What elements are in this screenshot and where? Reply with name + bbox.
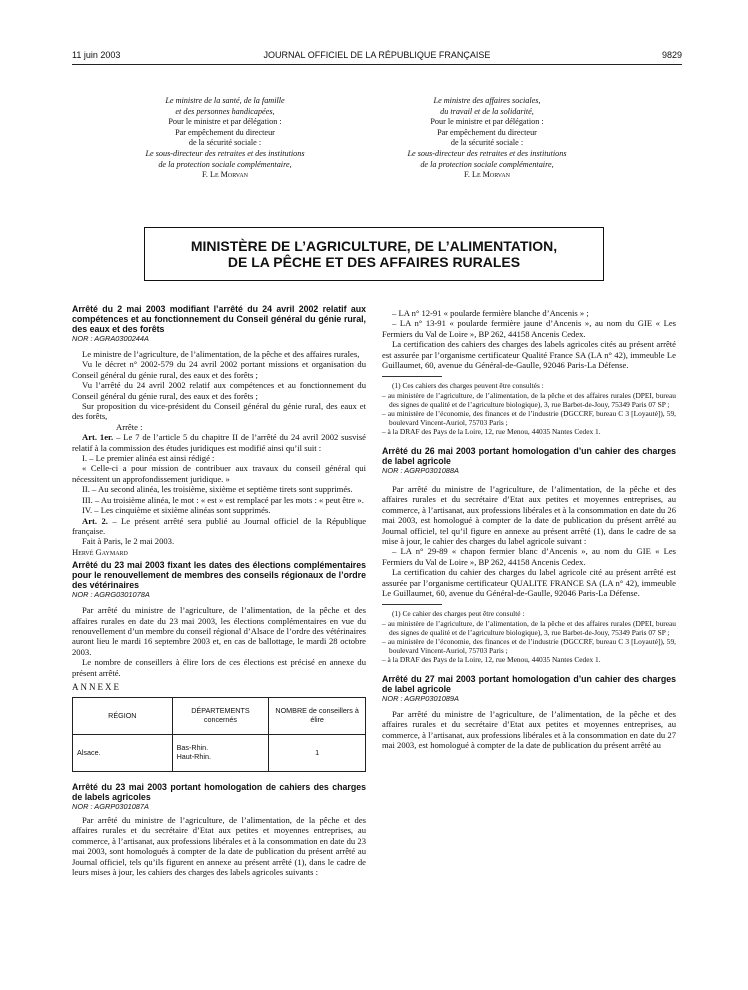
signature-line: Le sous-directeur des retraites et des institutions — [407, 148, 567, 158]
signature-line: Le sous-directeur des retraites et des institutions — [145, 148, 305, 158]
signature-line: du travail et de la solidarité, — [440, 106, 534, 116]
arrete1-para: I. – Le premier alinéa est ainsi rédigé : — [82, 453, 215, 464]
arrete1-fait: Fait à Paris, le 2 mai 2003. — [82, 536, 175, 547]
arrete2-para: Le nombre de conseillers à élire lors de ces élections est précisé en annexe du présent arrêté. — [72, 657, 366, 678]
arrete1-para: Vu l’arrêté du 24 avril 2002 relatif aux compétences et au fonctionnement du Conseil général du génie rural, des eaux et des forêts ; — [72, 380, 366, 401]
arrete1-para: II. – Au second alinéa, les troisième, sixième et septième tirets sont supprimés. — [82, 484, 353, 495]
arrete1-para: III. – Au troisième alinéa, le mot : « est » est remplacé par les mots : « peut être ». — [82, 494, 364, 505]
arrete1-para: Le ministre de l’agriculture, de l’alimentation, de la pêche et des affaires rurales, — [82, 349, 360, 359]
arrete2-para: Par arrêté du ministre de l’agriculture, de l’alimentation, de la pêche et des affaires rurales en date du 23 mai 2003, les élections complémentaires en vue du renouvellement d’un membre du conseil régional d’Alsace de l’ordre des vétérinaires auront lieu le mardi 16 septembre 2003 et, en cas de ballottage, le mardi 28 octobre 2003. — [72, 605, 366, 657]
arrete1-article2: Art. 2. – Le présent arrêté sera publié au Journal officiel de la République française. — [72, 515, 367, 536]
arrete3-para: La certification des cahiers des charges des labels agricoles cités au présent arrêté est assurée par l’organisme certificateur Qualité France SA (LA n° 42), immeuble Le Guillaumet, 60, avenue du Général-de-Gaulle, 92046 Paris-La Défense. — [382, 339, 676, 371]
footnote-line: – au ministère de l’agriculture, de l’alimentation, de la pêche et des affaires rurales (DPEI, bureau des signes de qualité et de l’agriculture biologique), 3, rue Barbet-de-Jouy, 75349 Paris 07 SP ; — [382, 390, 676, 409]
header-date: 11 juin 2003 — [72, 50, 121, 60]
annexe-heading: ANNEXE — [72, 681, 121, 692]
signature-line: F. Le Morvan — [463, 170, 511, 180]
arrete4-nor: NOR : AGRP0301088A — [382, 466, 459, 475]
footnote-line: (1) Ce cahier des charges peut être consulté : — [392, 609, 525, 619]
arrete4-para: Par arrêté du ministre de l’agriculture, de l’alimentation, de la pêche et des affaires rurales et du secrétaire d’Etat aux petites et moyennes entreprises, au commerce, à l’artisanat, aux professions libérales et à la consommation en date du 26 mai 2003, est homologué à compter de la date de publication du présent arrêté au Journal officiel, tel qu’il figure en annexe au présent arrêté (1), dans le cadre de sa mise à jour, le cahier des charges du label agricole suivant : — [382, 484, 676, 547]
arrete1-para: « Celle-ci a pour mission de contribuer aux travaux du conseil général qui nécessitent un approfondissement juridique. » — [72, 463, 366, 484]
table-cell-region: Alsace. — [73, 734, 173, 771]
signature-line: Pour le ministre et par délégation : — [168, 117, 282, 127]
table-header-region: RÉGION — [73, 697, 173, 734]
arrete4-para: La certification du cahier des charges du label agricole cité au présent arrêté est assurée par l’organisme certificateur QUALITE FRANCE SA (LA n° 42), immeuble Le Guillaumet, 60, avenue du Général-de-Gaulle, 92046 Paris-La Défense. — [382, 567, 676, 599]
signature-line: F. Le Morvan — [201, 170, 249, 180]
signature-line: de la sécurité sociale : — [188, 138, 262, 148]
arrete4-title: Arrêté du 26 mai 2003 portant homologation d’un cahier des charges de label agricole — [382, 446, 676, 466]
arrete5-para: Par arrêté du ministre de l’agriculture, de l’alimentation, de la pêche et des affaires rurales et du secrétaire d’Etat aux petites et moyennes entreprises, au commerce, à l’artisanat, aux professions libérales et à la consommation en date du 27 mai 2003, est homologué à compter de la date de publication du présent arrêté au — [382, 709, 676, 751]
arrete3-para: Par arrêté du ministre de l’agriculture, de l’alimentation, de la pêche et des affaires rurales et du secrétaire d’Etat aux petites et moyennes entreprises, au commerce, à l’artisanat, aux professions libérales et à la consommation en date du 23 mai 2003, sont homologués à compter de la date de publication du présent arrêté au Journal officiel, tels qu’ils figurent en annexe au présent arrêté (1), dans le cadre de leurs mises à jour, les cahiers des charges des labels agricoles suivants : — [72, 814, 366, 877]
signature-line: Par empêchement du directeur — [437, 127, 537, 137]
left-column — [72, 304, 366, 877]
signature-line: Le ministre de la santé, de la famille — [165, 96, 285, 105]
page-header — [72, 50, 682, 64]
footnote-line: – au ministère de l’agriculture, de l’alimentation, de la pêche et des affaires rurales (DPEI, bureau des signes de qualité et de l’agriculture biologique), 3, rue Barbet-de-Jouy, 75349 Paris 07 SP ; — [382, 618, 676, 637]
footnote-line: – au ministère de l’économie, des finances et de l’industrie (DGCCRF, bureau C 3 [Loyauté]), 59, boulevard Vincent-Auriol, 75703 Paris ; — [382, 636, 676, 655]
signature-block-left — [110, 96, 340, 181]
arrete4-footnotes — [382, 609, 676, 664]
arrete3-title: Arrêté du 23 mai 2003 portant homologation de cahiers des charges de labels agricoles — [72, 781, 366, 802]
annexe-table — [72, 697, 366, 772]
arrete1-para: IV. – Les cinquième et sixième alinéas sont supprimés. — [82, 505, 271, 516]
header-rule — [72, 64, 682, 65]
signature-line: de la protection sociale complémentaire, — [420, 159, 554, 169]
ministry-heading — [144, 227, 604, 281]
arrete5-title: Arrêté du 27 mai 2003 portant homologation d’un cahier des charges de label agricole — [382, 674, 676, 695]
table-cell-departements: Bas-Rhin. Haut-Rhin. — [172, 734, 269, 771]
footnote-line: (1) Ces cahiers des charges peuvent être consultés : — [392, 381, 544, 391]
right-column — [382, 308, 676, 751]
header-journal-title: JOURNAL OFFICIEL DE LA RÉPUBLIQUE FRANÇAISE — [263, 50, 491, 60]
arrete3-nor: NOR : AGRP0301087A — [72, 801, 149, 811]
signature-line: et des personnes handicapées, — [175, 106, 275, 116]
arrete1-para: Vu le décret n° 2002-579 du 24 avril 2002 portant missions et organisation du Conseil général du génie rural, des eaux et des forêts ; — [72, 359, 366, 380]
signature-line: de la protection sociale complémentaire, — [158, 159, 292, 169]
header-page-number: 9829 — [661, 50, 682, 60]
arrete2-nor: NOR : AGRG0301078A — [72, 590, 150, 600]
table-header-nombre: NOMBRE de conseillers à élire — [269, 697, 366, 734]
footnote-line: – à la DRAF des Pays de la Loire, 12, rue Menou, 44035 Nantes Cedex 1. — [382, 654, 601, 664]
ministry-heading-line1: MINISTÈRE DE L’AGRICULTURE, DE L’ALIMENTATION, — [190, 238, 558, 254]
footnote-line: – au ministère de l’économie, des finances et de l’industrie (DGCCRF, bureau C 3 [Loyauté]), 59, boulevard Vincent-Auriol, 75703 Paris ; — [382, 408, 676, 427]
arrete3-footnotes — [382, 381, 676, 436]
arrete2-title: Arrêté du 23 mai 2003 fixant les dates des élections complémentaires pour le renouvellement de membres des conseils régionaux de l’ordre des vétérinaires — [72, 560, 366, 591]
arrete3-item: – LA n° 12-91 « poularde fermière blanche d’Ancenis » ; — [392, 308, 589, 318]
signature-line: Par empêchement du directeur — [175, 127, 275, 137]
arrete1-title: Arrêté du 2 mai 2003 modifiant l’arrêté du 24 avril 2002 relatif aux compétences et au fonctionnement du Conseil général du génie rural, des eaux et des forêts — [72, 304, 366, 334]
signature-line: de la sécurité sociale : — [450, 138, 524, 148]
table-cell-count: 1 — [269, 734, 366, 771]
footnote-separator — [382, 376, 442, 377]
table-row — [73, 734, 366, 771]
arrete1-nor: NOR : AGRA0300244A — [72, 334, 149, 343]
article1-label: Art. 1er. — [82, 432, 114, 443]
signature-line: Pour le ministre et par délégation : — [430, 117, 544, 127]
signature-block-right — [372, 96, 602, 181]
arrete4-item: – LA n° 29-89 « chapon fermier blanc d’Ancenis », au nom du GIE « Les Fermiers du Val de Loire », BP 262, 44158 Ancenis Cedex. — [382, 546, 676, 567]
ministry-heading-line2: DE LA PÊCHE ET DES AFFAIRES RURALES — [227, 254, 521, 270]
article2-label: Art. 2. — [82, 515, 108, 526]
arrete5-nor: NOR : AGRP0301089A — [382, 694, 459, 704]
footnote-line: – à la DRAF des Pays de la Loire, 12, rue Menou, 44035 Nantes Cedex 1. — [382, 426, 601, 436]
table-header-departements: DÉPARTEMENTS concernés — [172, 697, 269, 734]
arrete1-para: Sur proposition du vice-président du Conseil général du génie rural, des eaux et des forêts, — [72, 401, 366, 422]
footnote-separator — [382, 604, 442, 605]
arrete1-article1: Art. 1er. – Le 7 de l’article 5 du chapitre II de l’arrêté du 24 avril 2002 susvisé relatif à la commission des études juridiques est modifié ainsi qu’il suit : — [72, 432, 366, 453]
arrete1-signer: Hervé Gaymard — [72, 546, 128, 557]
signature-line: Le ministre des affaires sociales, — [433, 96, 541, 105]
arrete1-arrete: Arrête : — [116, 421, 143, 432]
arrete3-item: – LA n° 13-91 « poularde fermière jaune d’Ancenis », au nom du GIE « Les Fermiers du Val de Loire », BP 262, 44158 Ancenis Cedex. — [382, 318, 676, 339]
